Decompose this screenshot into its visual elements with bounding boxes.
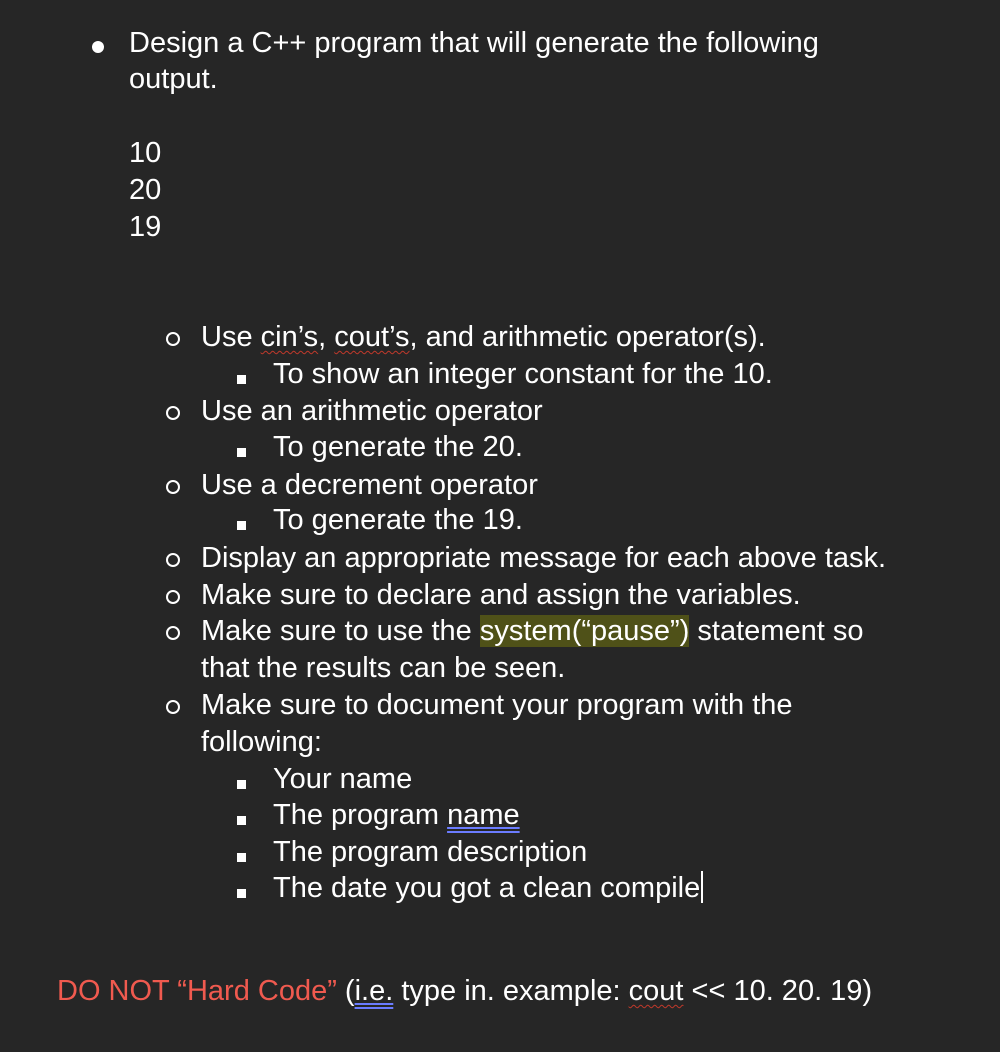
bullet-square-icon — [237, 799, 246, 833]
bullet-circle-icon — [166, 394, 180, 428]
bullet-circle-icon — [166, 468, 180, 502]
highlighted-text: system(“pause”) — [479, 615, 690, 647]
bullet-square-icon — [237, 358, 246, 392]
intro-line-1: Design a C++ program that will generate the following — [129, 27, 819, 59]
req1-sub: To show an integer constant for the 10. — [273, 358, 773, 390]
req7-line-1: Make sure to document your program with the — [201, 689, 793, 721]
hard-code-warning: DO NOT “Hard Code” — [57, 975, 337, 1007]
spell-flag-cins: cin’s — [260, 321, 319, 353]
bullet-disc-icon — [92, 27, 104, 61]
req5-line: Make sure to declare and assign the variables. — [201, 579, 801, 611]
bullet-circle-icon — [166, 320, 180, 354]
req4-line: Display an appropriate message for each above task. — [201, 542, 887, 574]
grammar-flag-name: name — [447, 799, 520, 831]
bullet-circle-icon — [166, 688, 180, 722]
intro-line-2: output. — [129, 63, 218, 95]
output-value-20: 20 — [129, 174, 162, 206]
doc-item-program-name: The program name — [273, 799, 520, 831]
doc-item-your-name: Your name — [273, 763, 413, 795]
grammar-flag-ie: i.e. — [354, 975, 394, 1007]
footer-warning: DO NOT “Hard Code” (i.e. type in. example: cout << 10. 20. 19) — [57, 975, 873, 1007]
spell-flag-cout: cout — [628, 975, 684, 1007]
req6-line-2: that the results can be seen. — [201, 652, 566, 684]
bullet-square-icon — [237, 504, 246, 538]
req3-line: Use a decrement operator — [201, 469, 538, 501]
req1-line: Use cin’s, cout’s, and arithmetic operator(s). — [201, 321, 766, 353]
bullet-square-icon — [237, 763, 246, 797]
bullet-square-icon — [237, 872, 246, 906]
doc-item-clean-compile[interactable]: The date you got a clean compile — [273, 871, 703, 905]
bullet-square-icon — [237, 431, 246, 465]
req6-line-1: Make sure to use the system(“pause”) statement so — [201, 615, 864, 647]
req7-line-2: following: — [201, 726, 322, 758]
doc-item-program-description: The program description — [273, 836, 588, 868]
output-value-10: 10 — [129, 137, 162, 169]
req3-sub: To generate the 19. — [273, 504, 523, 536]
output-value-19: 19 — [129, 211, 162, 243]
text-cursor — [701, 871, 703, 903]
bullet-circle-icon — [166, 541, 180, 575]
req2-sub: To generate the 20. — [273, 431, 523, 463]
bullet-circle-icon — [166, 578, 180, 612]
bullet-square-icon — [237, 836, 246, 870]
bullet-circle-icon — [166, 614, 180, 648]
spell-flag-couts: cout’s — [334, 321, 410, 353]
req2-line: Use an arithmetic operator — [201, 395, 543, 427]
